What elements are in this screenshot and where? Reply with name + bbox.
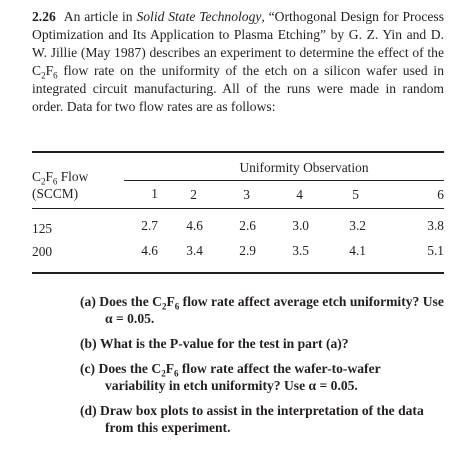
problem-text-3: flow rate on the uniformity of the etch on a silicon wafer used in integrated circuit manufacturing. All of the runs were made in random order. Data for two flow rates are as follows:: [32, 63, 444, 114]
problem-text-f: F: [45, 63, 54, 78]
table-row: [32, 241, 444, 272]
question-item: [80, 402, 444, 436]
row-header-sub6: 6: [52, 176, 58, 187]
value-cell: 4.6: [141, 243, 158, 258]
flow-rate-cell: 200: [32, 244, 53, 259]
value-cell: 3.2: [349, 217, 366, 233]
value-cell: 3.5: [292, 243, 309, 258]
flow-rate-cell: 125: [32, 221, 53, 236]
group-header: Uniformity Observation: [124, 153, 444, 181]
textbook-page: [32, 8, 444, 116]
table-row: [32, 209, 444, 241]
subscript-2: 2: [41, 70, 46, 81]
journal-title: Solid State Technology: [136, 9, 262, 24]
question-item: [80, 293, 444, 327]
column-header-5: 5: [352, 187, 359, 202]
problem-statement: [32, 8, 444, 116]
question-label: (c): [80, 361, 96, 376]
question-item: [80, 335, 444, 352]
row-header-flow: Flow: [57, 169, 89, 184]
question-text: Draw box plots to assist in the interpretation of the data from this experiment.: [100, 403, 424, 435]
row-header-c: C: [32, 169, 41, 184]
value-cell: 3.8: [427, 217, 444, 233]
question-label: (b): [80, 336, 97, 351]
question-text: Does the $C_2F_6$ flow rate affect average etch uniformity? Use α = 0.05.: [99, 294, 444, 326]
value-cell: 5.1: [427, 243, 444, 258]
question-text: Does the $C_2F_6$ flow rate affect the wafer-to-wafer variability in etch uniformity? Use α = 0.05.: [98, 361, 381, 393]
value-cell: 3.4: [186, 243, 203, 258]
row-header-sub2: 2: [40, 176, 46, 187]
value-cell: 3.0: [292, 217, 309, 233]
value-cell: 4.1: [349, 243, 366, 258]
question-label: (a): [80, 294, 96, 309]
subscript-6: 6: [53, 70, 58, 81]
question-text: What is the P-value for the test in part (a)?: [100, 336, 349, 351]
column-header-6: 6: [437, 187, 444, 202]
question-label: (d): [80, 403, 97, 418]
column-header-2: 2: [190, 187, 197, 202]
column-header-4: 4: [296, 187, 303, 202]
value-cell: 4.6: [186, 217, 203, 233]
value-cell: 2.7: [141, 217, 158, 233]
question-list: [80, 293, 444, 444]
question-item: [80, 360, 444, 394]
row-header: [32, 153, 124, 208]
problem-text-1: An article in: [63, 9, 137, 24]
data-table: [32, 153, 444, 272]
column-header-3: 3: [243, 187, 250, 202]
problem-number: 2.26: [32, 9, 56, 24]
data-table-wrapper: [32, 151, 444, 274]
table-bottom-rule: [32, 272, 444, 274]
row-header-units: (SCCM): [32, 186, 79, 201]
problem-text-2: , “Orthogonal Design for Process Optimization and Its Application to Plasma Etching” by G. Z. Yin and D. W. Jillie (May 1987) describes an experiment to determine the effect of the C: [32, 9, 444, 78]
row-header-f: F: [45, 169, 53, 184]
value-cell: 2.9: [239, 243, 256, 258]
column-header-1: 1: [151, 186, 158, 201]
value-cell: 2.6: [239, 217, 256, 233]
